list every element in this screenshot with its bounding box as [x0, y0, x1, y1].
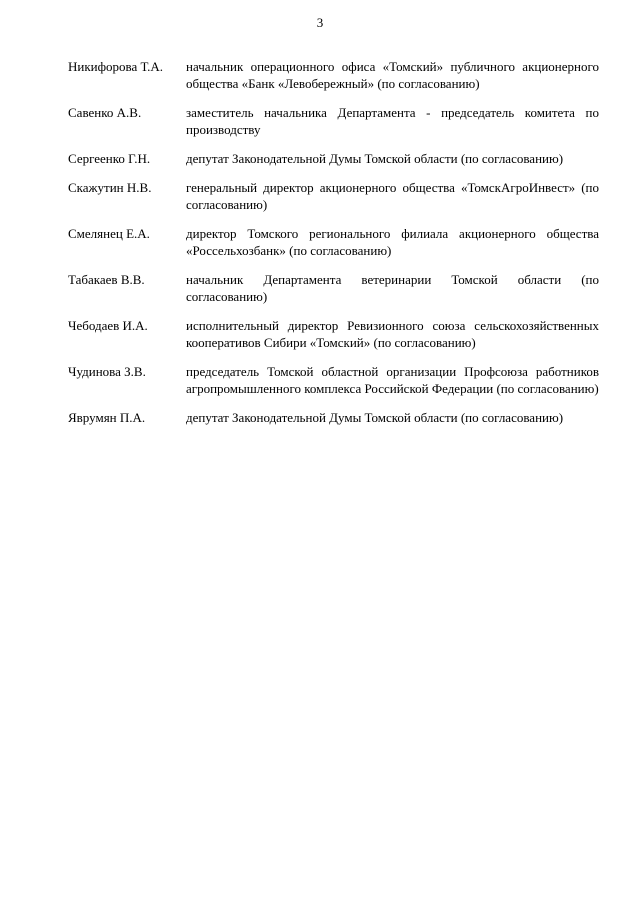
member-role: исполнительный директор Ревизионного союза сельскохозяйственных кооперативов Сибири «Томский» (по согласованию) [186, 318, 599, 350]
member-role: заместитель начальника Департамента - председатель комитета по производству [186, 105, 599, 137]
member-name: Скажутин Н.В. [68, 180, 152, 195]
page-number: 3 [316, 15, 324, 30]
member-name: Савенко А.В. [68, 105, 142, 120]
member-row [68, 317, 599, 351]
member-role: председатель Томской областной организации Профсоюза работников агропромышленного комплекса Российской Федерации (по согласованию) [186, 364, 599, 396]
member-name: Табакаев В.В. [68, 272, 145, 287]
member-row [68, 104, 599, 138]
member-list [68, 58, 599, 438]
member-row [68, 409, 599, 426]
member-role: депутат Законодательной Думы Томской области (по согласованию) [186, 151, 564, 166]
member-name: Яврумян П.А. [68, 410, 146, 425]
member-name: Чебодаев И.А. [68, 318, 148, 333]
member-row [68, 363, 599, 397]
member-role: директор Томского регионального филиала акционерного общества «Россельхозбанк» (по согласованию) [186, 226, 599, 258]
member-role: начальник Департамента ветеринарии Томской области (по согласованию) [186, 272, 599, 304]
member-role: депутат Законодательной Думы Томской области (по согласованию) [186, 410, 564, 425]
member-row [68, 150, 599, 167]
member-role: генеральный директор акционерного общества «ТомскАгроИнвест» (по согласованию) [186, 180, 599, 212]
member-name: Сергеенко Г.Н. [68, 151, 151, 166]
member-name: Смелянец Е.А. [68, 226, 150, 241]
member-role: начальник операционного офиса «Томский» публичного акционерного общества «Банк «Левобережный» (по согласованию) [186, 59, 599, 91]
member-name: Никифорова Т.А. [68, 59, 164, 74]
member-row [68, 58, 599, 92]
member-row [68, 271, 599, 305]
member-row [68, 225, 599, 259]
member-name: Чудинова З.В. [68, 364, 146, 379]
member-row [68, 179, 599, 213]
